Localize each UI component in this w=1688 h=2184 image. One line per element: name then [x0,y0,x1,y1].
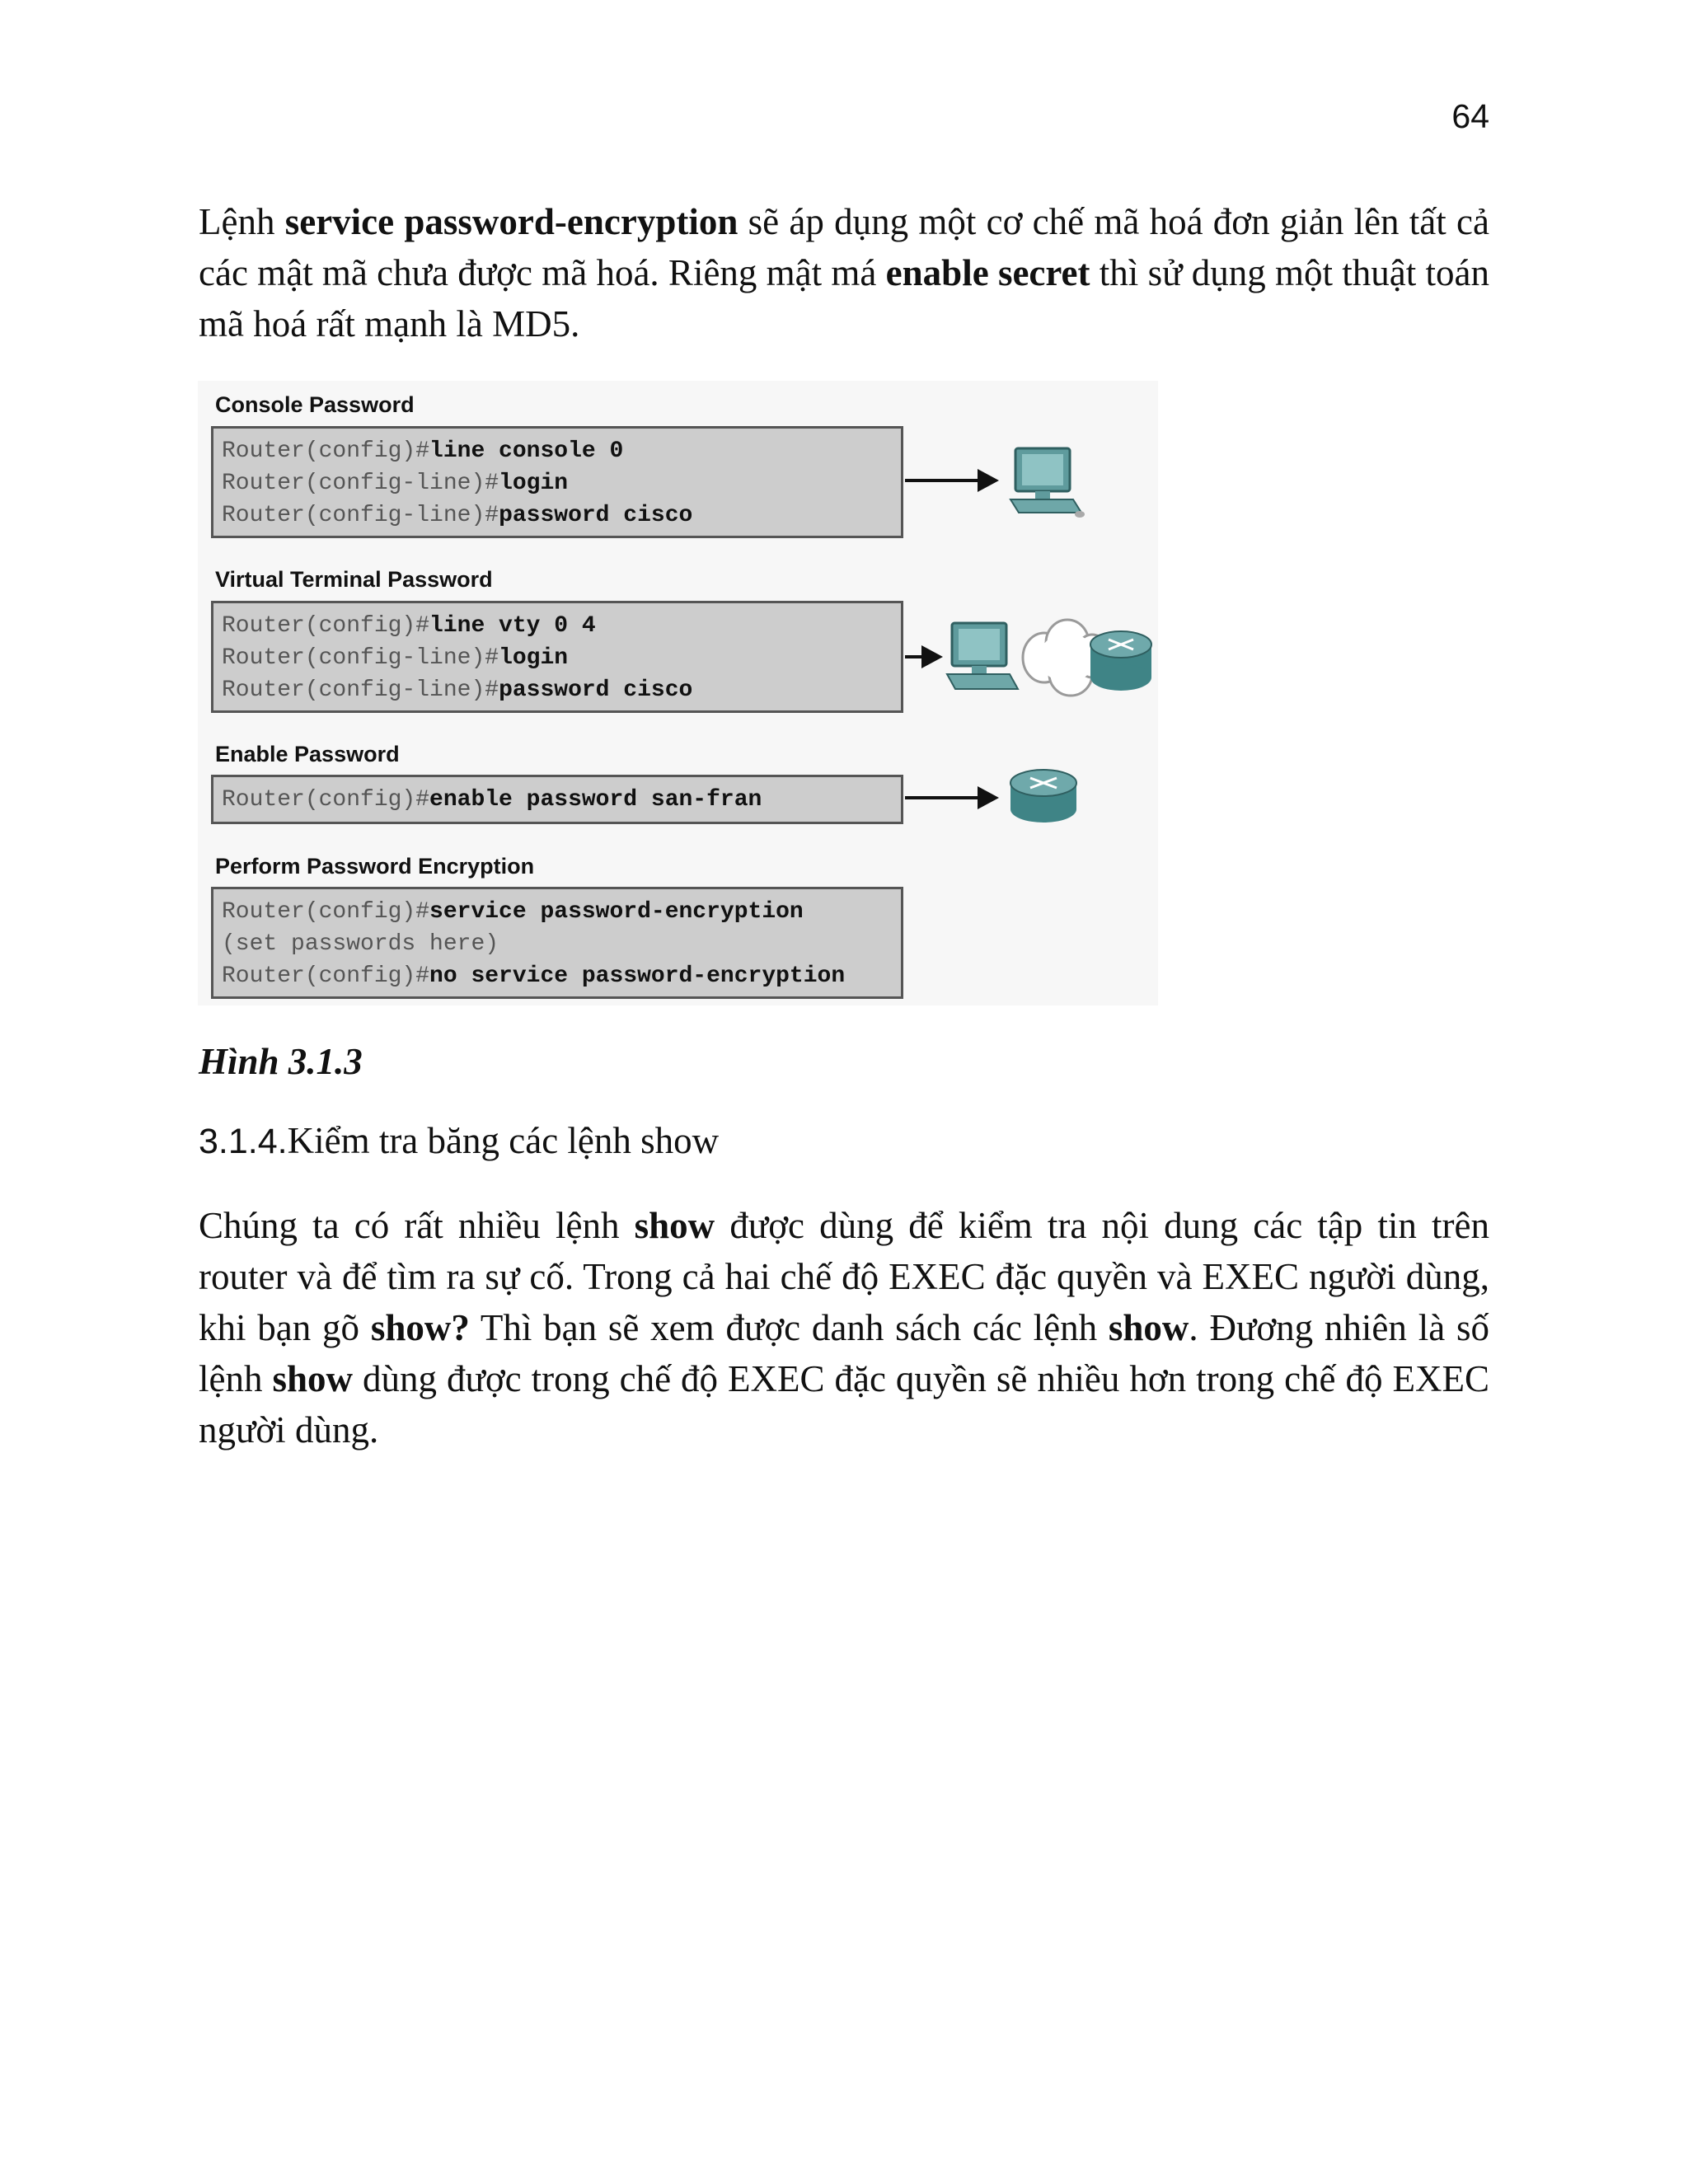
computer-icon [1007,445,1086,521]
cli-box-vty [211,601,903,713]
text-run: Thì bạn sẽ xem được danh sách các lệnh [469,1307,1109,1348]
cli-line: (set passwords here) [222,931,499,957]
text-run: được dùng để kiểm tra nội dung các tập tin trên router và để tìm ra sự cố. Trong cả hai chế độ EXEC đặc quyền và EXEC người dùng, khi bạn gõ [199,1205,1489,1348]
cli-box-encryption [211,887,903,999]
bold-term: enable secret [885,252,1090,293]
cli-line: Router(config)#no service password-encryption [222,963,846,989]
section-title: Kiểm tra băng các lệnh show [287,1120,720,1161]
figure-label-vty: Virtual Terminal Password [215,567,493,592]
cli-line: Router(config)#line console 0 [222,438,624,464]
section-number: 3.1.4. [199,1122,288,1161]
figure-label-console: Console Password [215,392,415,417]
text-run: . Đương nhiên là số lệnh [199,1307,1489,1399]
arrow-icon [905,479,996,482]
page-number: 64 [1451,97,1489,135]
figure-caption: Hình 3.1.3 [199,1041,363,1082]
cli-line: Router(config-line)#password cisco [222,503,693,528]
router-icon [1007,766,1081,826]
section-heading [199,1119,719,1162]
bold-term: show [1108,1307,1189,1348]
arrow-icon [905,655,940,658]
arrow-icon [905,796,996,799]
paragraph-show-commands [199,1200,1489,1455]
bold-term: service password-encryption [284,201,738,242]
cli-line: Router(config-line)#login [222,645,569,671]
cli-line: Router(config)#service password-encryption [222,899,804,925]
cli-box-enable [211,775,903,824]
figure-password-config [198,381,1158,1005]
cli-line: Router(config-line)#password cisco [222,677,693,703]
figure-label-enable: Enable Password [215,742,400,766]
cli-line: Router(config-line)#login [222,471,569,496]
text-run: dùng được trong chế độ EXEC đặc quyền sẽ nhiều hơn trong chế độ EXEC người dùng. [199,1358,1489,1451]
cli-line: Router(config)#enable password san-fran [222,787,762,813]
cli-box-console [211,426,903,538]
computer-cloud-router-icon [944,610,1158,702]
text-run: Chúng ta có rất nhiều lệnh [199,1205,635,1246]
bold-term: show [634,1205,715,1246]
text-run: thì sử dụng một thuật toán mã hoá rất mạnh là MD5. [199,252,1489,344]
bold-term: show? [370,1307,470,1348]
bold-term: show [272,1358,354,1399]
figure-label-encryption: Perform Password Encryption [215,854,535,879]
text-run: Lệnh [199,201,285,242]
text-run: sẽ áp dụng một cơ chế mã hoá đơn giản lên tất cả các mật mã chưa được mã hoá. Riêng mật má [199,201,1489,293]
cli-line: Router(config)#line vty 0 4 [222,613,596,639]
paragraph-intro [199,196,1489,349]
